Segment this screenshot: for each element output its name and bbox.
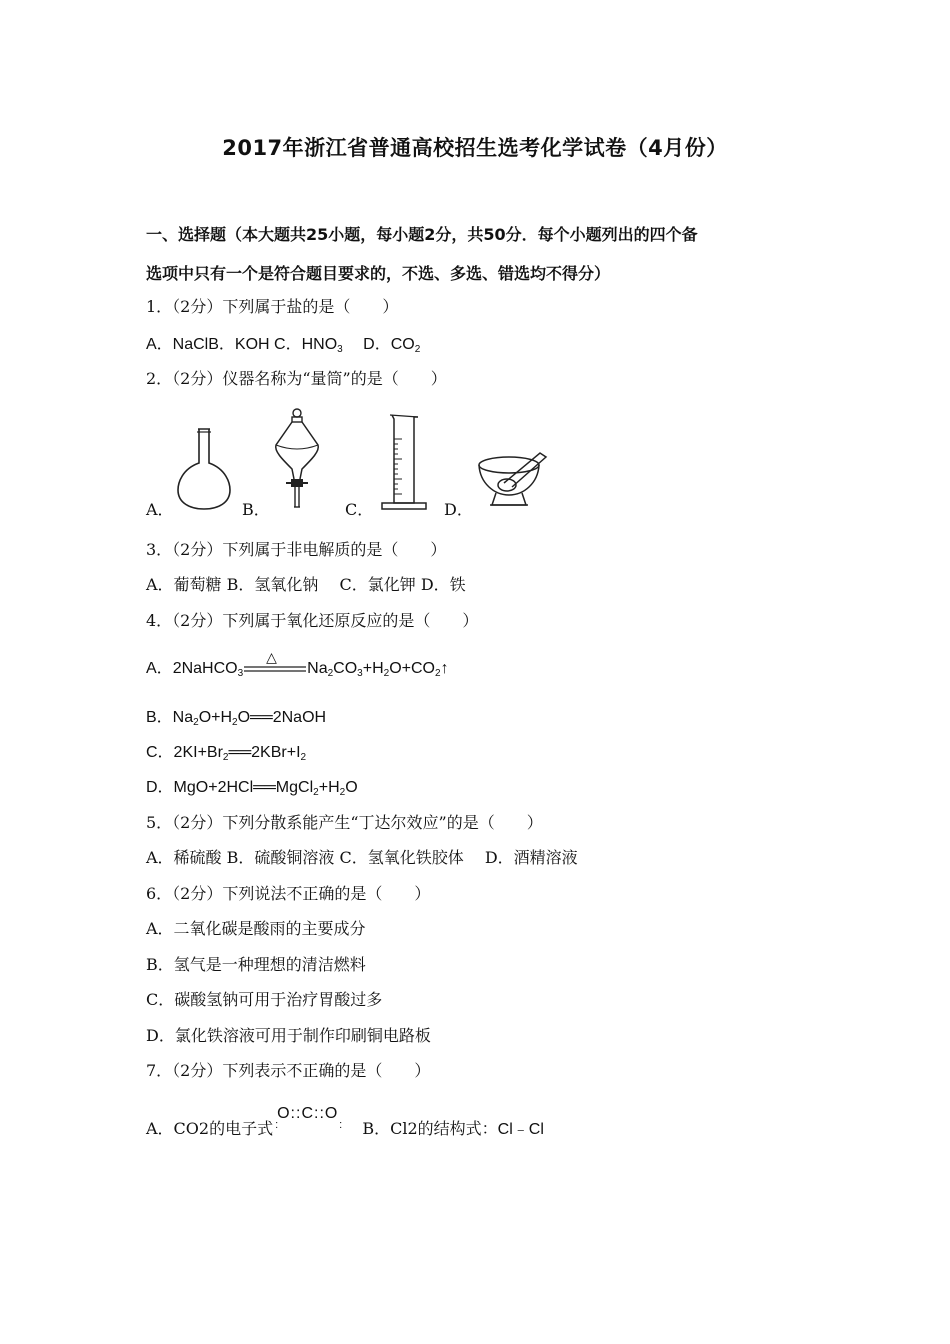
- page-title: 2017年浙江省普通高校招生选考化学试卷（4月份）: [222, 136, 728, 160]
- question-1-options: A．NaClB．KOH C．$HNO_3$ D．$CO_2$: [146, 336, 421, 355]
- question-2-stem: 2．（2分）仪器名称为“量筒”的是（ ）: [146, 369, 447, 388]
- reactant: 2NaHCO$_3$: [172, 660, 244, 679]
- question-3-options: A．葡萄糖 B．氢氧化钠 C．氯化钾 D．铁: [146, 575, 466, 594]
- question-2-apparatus-options: [0, 405, 950, 520]
- question-6-option-c: C．碳酸氢钠可用于治疗胃酸过多: [146, 990, 383, 1009]
- option-a-label: A．: [146, 660, 173, 677]
- cl2-structural-formula: Cl﹣Cl: [497, 1121, 544, 1138]
- option-a-label: A．CO2的电子式: [146, 1119, 274, 1138]
- option-c-label: C．: [345, 500, 374, 519]
- mortar-and-pestle-icon: [474, 447, 552, 513]
- question-7-options: [146, 1105, 544, 1139]
- section-heading-line-1: 一、选择题（本大题共25小题，每小题2分，共50分．每个小题列出的四个备: [146, 225, 698, 244]
- question-4-option-c: C．$2KI+Br_2══2KBr+I_2$: [146, 744, 307, 763]
- separatory-funnel-icon: [272, 407, 322, 517]
- graduated-cylinder-icon: [372, 413, 436, 513]
- co2-lewis-structure: O::C::O : :: [275, 1105, 345, 1131]
- question-3-stem: 3．（2分）下列属于非电解质的是（ ）: [146, 540, 447, 559]
- lewis-lone-pair-dots: :: [339, 1119, 345, 1131]
- option-b-label: B．: [242, 500, 270, 519]
- question-6-option-b: B．氢气是一种理想的清洁燃料: [146, 955, 366, 974]
- question-6-stem: 6．（2分）下列说法不正确的是（ ）: [146, 884, 431, 903]
- question-4-option-a: [146, 648, 449, 679]
- question-4-stem: 4．（2分）下列属于氧化还原反应的是（ ）: [146, 611, 479, 630]
- round-bottom-flask-icon: [176, 427, 232, 511]
- option-d-label: D．: [444, 500, 473, 519]
- question-4-option-d: D．$MgO+2HCl══MgCl_2+H_2O$: [146, 779, 358, 798]
- question-6-option-d: D．氯化铁溶液可用于制作印刷铜电路板: [146, 1026, 431, 1045]
- question-4-option-b: B．$Na_2O+H_2O══2NaOH$: [146, 709, 327, 728]
- question-5-options: A．稀硫酸 B．硫酸铜溶液 C．氢氧化铁胶体 D．酒精溶液: [146, 848, 578, 867]
- heat-condition-symbol: △: [266, 648, 277, 665]
- heating-equals-sign: [244, 648, 306, 677]
- option-b-label: B．Cl2的结构式：: [362, 1119, 498, 1138]
- option-a-label: A．: [146, 500, 174, 519]
- products: $Na_2CO_3+H_2O+CO_2↑$: [307, 660, 449, 679]
- section-heading-line-2: 选项中只有一个是符合题目要求的，不选、多选、错选均不得分）: [146, 264, 611, 283]
- question-6-option-a: A．二氧化碳是酸雨的主要成分: [146, 919, 366, 938]
- question-5-stem: 5．（2分）下列分散系能产生“丁达尔效应”的是（ ）: [146, 813, 543, 832]
- lewis-lone-pair-dots: :: [275, 1119, 281, 1131]
- question-7-stem: 7．（2分）下列表示不正确的是（ ）: [146, 1061, 431, 1080]
- question-1-stem: 1．（2分）下列属于盐的是（ ）: [146, 297, 399, 316]
